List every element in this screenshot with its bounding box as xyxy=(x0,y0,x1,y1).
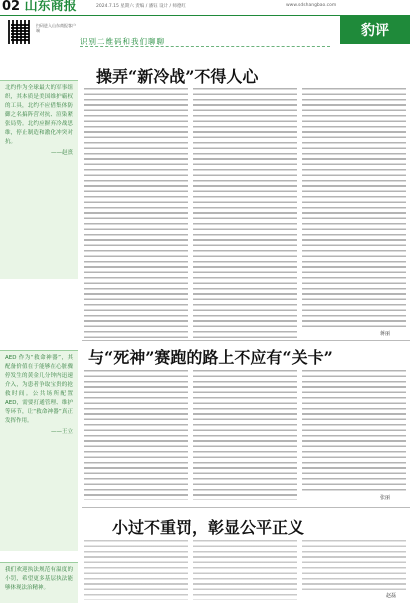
banner-divider xyxy=(80,46,330,48)
sidebar-text-3: 我们欢迎执法规范有温度的小罚，希望更多基层执法能够体现法治精神。 xyxy=(5,567,73,591)
headline-1: 操弄“新冷战”不得人心 xyxy=(96,67,259,86)
article-2-column-2 xyxy=(193,370,297,500)
article-2-column-1 xyxy=(84,370,188,500)
article-2-author: 张丽 xyxy=(380,495,391,501)
masthead xyxy=(0,0,410,50)
page-number: 02 山东商报 xyxy=(2,0,77,14)
issue-meta: 2024.7.15 星期六 责编 / 潘钰 设计 / 师德红 xyxy=(96,4,186,9)
article-1-column-1 xyxy=(84,88,188,338)
article-1-column-3 xyxy=(302,88,406,328)
sidebar-text-1: 北约作为全球最大的军事组织，其本质是美国维护霸权的工具，北约不应借集体防御之名搞阵营对抗、渲染紧张局势。北约应摒弃冷战思维，停止制造和激化冲突对抗。 xyxy=(5,85,73,145)
sidebar-summary-3 xyxy=(0,562,78,603)
banner-slogan: 识别二维码和我们聊聊 xyxy=(80,37,165,46)
qr-code-icon xyxy=(8,20,32,44)
qr-caption: 扫码进入山东商报客户端 xyxy=(36,23,76,33)
article-2-column-3 xyxy=(302,370,406,492)
article-3-column-2 xyxy=(193,540,297,600)
article-3-column-1 xyxy=(84,540,188,600)
article-3-author: 赵磊 xyxy=(386,593,397,599)
sidebar-text-2: AED 作为“救命神器”，其配备价值在于能够在心脏骤停发生的黄金几分钟内迅速介入，为患者争取宝贵的抢救时间。公共场所配置AED，需要打通管理、维护等环节，让“救命神器”真正发挥作用。 xyxy=(5,355,73,424)
article-divider xyxy=(82,340,410,341)
headline-2: 与“死神”赛跑的路上不应有“关卡” xyxy=(88,348,333,367)
article-1-author: 蒋丽 xyxy=(380,331,391,337)
sidebar-summary-2 xyxy=(0,350,78,551)
sidebar-summary-1 xyxy=(0,80,78,279)
article-divider xyxy=(82,507,410,508)
headline-3: 小过不重罚，彰显公平正义 xyxy=(112,518,305,537)
brand-name: 山东商报 xyxy=(24,0,77,14)
sidebar-signature-2: ——王立 xyxy=(50,429,73,435)
article-1-column-2 xyxy=(193,88,297,338)
website-url[interactable]: www.sdshangbao.com xyxy=(286,3,337,8)
article-3-column-3 xyxy=(302,540,406,592)
sidebar-signature-1: ——赵熹 xyxy=(50,150,73,156)
column-badge: 豹评 xyxy=(340,16,410,44)
